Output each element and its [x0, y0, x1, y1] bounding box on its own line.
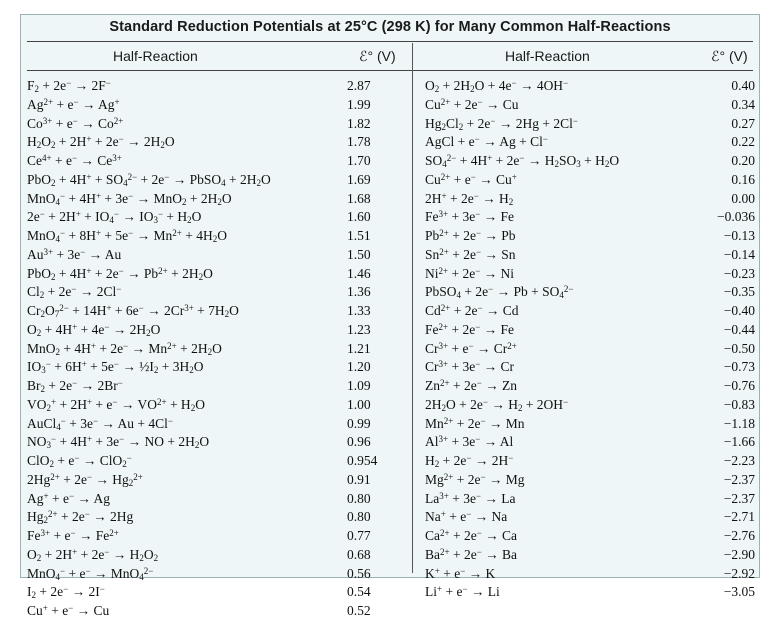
half-reaction: $Pb^{2+} + 2e^- \to Pb$ — [425, 228, 516, 243]
table-row — [425, 302, 755, 321]
reduction-potential: 1.51 — [347, 228, 371, 243]
reduction-potentials-table — [20, 14, 760, 618]
table-row — [425, 133, 755, 152]
right-half-reaction-header: Half-Reaction — [505, 48, 590, 64]
reduction-potential: 1.09 — [347, 378, 371, 393]
reduction-potential: −0.13 — [723, 228, 755, 243]
header-rule — [27, 70, 753, 71]
left-reaction-list — [27, 77, 407, 621]
reduction-potential: −2.23 — [723, 453, 755, 468]
half-reaction: $Ag^{2+} + e^- \to Ag^+$ — [27, 96, 120, 112]
reduction-potential: 0.99 — [347, 415, 371, 431]
reduction-potential: 1.50 — [347, 246, 371, 262]
table-row — [27, 115, 407, 134]
reduction-potential: −0.50 — [723, 340, 755, 356]
table-row — [425, 246, 755, 265]
table-row — [425, 265, 755, 284]
reduction-potential: −0.35 — [723, 284, 755, 300]
table-row — [425, 227, 755, 246]
reduction-potential: −0.036 — [717, 209, 755, 225]
left-potential-header: ℰ° (V) — [359, 48, 396, 64]
half-reaction: $Fe^{2+} + 2e^- \to Fe$ — [425, 321, 515, 337]
reduction-potential: −2.76 — [723, 528, 755, 543]
right-reaction-list — [425, 77, 755, 602]
table-row — [27, 265, 407, 284]
half-reaction: $Mn^{2+} + 2e^- \to Mn$ — [425, 415, 525, 431]
reduction-potential: 1.70 — [347, 153, 371, 168]
half-reaction: $Hg_2^{2+} + 2e^- \to 2Hg$ — [27, 509, 134, 526]
reduction-potential: −0.14 — [723, 246, 755, 262]
reduction-potential: −0.83 — [723, 396, 755, 412]
half-reaction: $PbO_2 + 4H^+ + 2e^- \to Pb^{2+} + 2H_2O$ — [27, 265, 213, 282]
half-reaction: $2H^+ + 2e^- \to H_2$ — [425, 190, 514, 207]
reduction-potential: 0.80 — [347, 509, 371, 525]
table-row — [27, 433, 407, 452]
table-row — [27, 508, 407, 527]
table-row — [425, 171, 755, 190]
table-row — [27, 527, 407, 546]
table-row — [27, 452, 407, 471]
half-reaction: Li+ + e− → Li — [425, 584, 500, 600]
table-row — [27, 546, 407, 565]
reduction-potential: 2.87 — [347, 78, 371, 93]
reduction-potential: 1.21 — [347, 340, 371, 356]
table-title: Standard Reduction Potentials at 25°C (298 K) for Many Common Half-Reactions — [109, 19, 671, 35]
reduction-potential: 1.36 — [347, 284, 371, 300]
table-row — [425, 508, 755, 527]
half-reaction: PbSO$_4$ + $2e^- \to Pb + SO_4^{2-}$ — [425, 284, 574, 301]
reduction-potential: 0.52 — [347, 603, 371, 618]
half-reaction: $Cu^{2+} + 2e^- \to Cu$ — [425, 96, 519, 112]
table-row — [425, 321, 755, 340]
half-reaction: $PbO_2 + 4H^+ + SO_4^{2-} + 2e^-$ → PbSO$_4$ + $2H_2O$ — [27, 171, 271, 188]
half-reaction: $2e^- + 2H^+ + IO_4^- \to IO_3^- + H_2O$ — [27, 209, 202, 226]
column-divider — [412, 43, 413, 573]
table-row — [425, 152, 755, 171]
half-reaction: $MnO_4^- + 8H^+ + 5e^- \to Mn^{2+} + 4H_2O$ — [27, 228, 227, 244]
half-reaction: ClO$_2$ + e− → ClO$_2$− — [27, 453, 132, 469]
reduction-potential: 1.60 — [347, 209, 371, 225]
reduction-potential: 1.33 — [347, 303, 371, 318]
reduction-potential: 1.69 — [347, 171, 371, 187]
reduction-potential: −1.66 — [723, 434, 755, 450]
table-row — [425, 415, 755, 434]
half-reaction: K+ + e− → K — [425, 565, 496, 581]
reduction-potential: 1.68 — [347, 190, 371, 206]
table-row — [425, 527, 755, 546]
reduction-potential: −1.18 — [723, 415, 755, 431]
half-reaction: $2H_2O + 2e^- \to H_2 + 2OH^-$ — [425, 396, 569, 413]
reduction-potential: 0.16 — [731, 171, 755, 187]
table-row — [27, 77, 407, 96]
top-rule — [27, 41, 753, 42]
table-row — [27, 602, 407, 621]
table-row — [425, 283, 755, 302]
half-reaction: $Al^{3+} + 3e^- \to Al$ — [425, 434, 514, 450]
half-reaction: $Cr^{3+} + 3e^- \to Cr$ — [425, 359, 515, 375]
reduction-potential: 1.20 — [347, 359, 371, 375]
table-row — [27, 208, 407, 227]
table-row — [425, 490, 755, 509]
table-row — [425, 190, 755, 209]
reduction-potential: 0.00 — [731, 190, 755, 206]
table-row — [425, 471, 755, 490]
table-row — [27, 283, 407, 302]
half-reaction: $Hg_2Cl_2 + 2e^- \to 2Hg + 2Cl^-$ — [425, 115, 578, 132]
half-reaction: $Mg^{2+} + 2e^- \to Mg$ — [425, 471, 525, 487]
half-reaction: $F_2 + 2e^- \to 2F^-$ — [27, 78, 111, 94]
half-reaction: $Ba^{2+} + 2e^- \to Ba$ — [425, 546, 518, 562]
half-reaction: $Cr^{3+} + e^- \to Cr^{2+}$ — [425, 340, 517, 356]
half-reaction: MnO$_4$− + e− → MnO$_4^{2-}$ — [27, 565, 154, 582]
half-reaction: $H_2O_2 + 2H^+ + 2e^- \to 2H_2O$ — [27, 134, 175, 151]
reduction-potential: −0.76 — [723, 378, 755, 393]
half-reaction: $Ce^{4+} + e^- \to Ce^{3+}$ — [27, 153, 122, 168]
table-row — [27, 340, 407, 359]
table-row — [425, 377, 755, 396]
reduction-potential: 0.91 — [347, 471, 371, 487]
half-reaction: $La^{3+} + 3e^- \to La$ — [425, 490, 516, 506]
table-row — [425, 565, 755, 584]
reduction-potential: 0.56 — [347, 565, 371, 581]
half-reaction: $Cu^{2+} + e^- \to Cu^+$ — [425, 171, 517, 187]
half-reaction: $Sn^{2+} + 2e^- \to Sn$ — [425, 246, 516, 262]
half-reaction: $VO_2^+ + 2H^+ + e^- \to VO^{2+} + H_2O$ — [27, 396, 205, 413]
table-row — [425, 340, 755, 359]
reduction-potential: −2.37 — [723, 471, 755, 487]
half-reaction: $MnO_2 + 4H^+ + 2e^- \to Mn^{2+} + 2H_2O$ — [27, 340, 222, 357]
reduction-potential: 0.54 — [347, 584, 371, 600]
reduction-potential: 1.82 — [347, 115, 371, 131]
half-reaction: $Cd^{2+} + 2e^- \to Cd$ — [425, 303, 519, 318]
half-reaction: $IO_3^- + 6H^+ + 5e^-$ → $\frac{1}{2}I_2 + 3H_2O$ — [27, 359, 204, 376]
reduction-potential: 0.954 — [347, 453, 378, 468]
reduction-potential: 0.96 — [347, 434, 371, 450]
half-reaction: $O_2 + 2H^+ + 2e^- \to H_2O_2$ — [27, 546, 159, 563]
table-row — [27, 171, 407, 190]
half-reaction: $O_2 + 4H^+ + 4e^- \to 2H_2O$ — [27, 321, 161, 338]
reduction-potential: 0.40 — [731, 78, 755, 93]
reduction-potential: −0.23 — [723, 265, 755, 281]
reduction-potential: −2.71 — [723, 509, 755, 525]
half-reaction: AgCl + e− → Ag + Cl− — [425, 134, 548, 150]
half-reaction: Na+ + e− → Na — [425, 509, 508, 525]
half-reaction: $Br_2 + 2e^- \to 2Br^-$ — [27, 378, 123, 394]
table-row — [27, 152, 407, 171]
reduction-potential: 0.20 — [731, 153, 755, 168]
table-row — [27, 302, 407, 321]
table-row — [27, 246, 407, 265]
half-reaction: $NO_3^- + 4H^+ + 3e^-$ → NO + $2H_2O$ — [27, 434, 210, 451]
half-reaction: $MnO_4^- + 4H^+ + 3e^- \to MnO_2 + 2H_2O$ — [27, 190, 232, 207]
reduction-potential: 1.78 — [347, 134, 371, 150]
table-row — [425, 546, 755, 565]
half-reaction: Cu+ + e− → Cu — [27, 603, 110, 618]
reduction-potential: 0.77 — [347, 528, 371, 543]
half-reaction: $Ni^{2+} + 2e^- \to Ni$ — [425, 265, 515, 281]
table-row — [425, 115, 755, 134]
left-half-reaction-header: Half-Reaction — [113, 48, 198, 64]
table-row — [27, 227, 407, 246]
table-row — [27, 471, 407, 490]
reduction-potential: 0.34 — [731, 96, 755, 112]
half-reaction: $Fe^{3+} + 3e^- \to Fe$ — [425, 209, 515, 225]
reduction-potential: 1.99 — [347, 96, 371, 112]
half-reaction: $H_2 + 2e^- \to 2H^-$ — [425, 453, 514, 469]
table-row — [425, 433, 755, 452]
reduction-potential: −0.40 — [723, 303, 755, 318]
reduction-potential: −0.73 — [723, 359, 755, 375]
reduction-potential: −0.44 — [723, 321, 755, 337]
reduction-potential: 0.80 — [347, 490, 371, 506]
table-row — [425, 208, 755, 227]
table-row — [425, 358, 755, 377]
table-row — [27, 96, 407, 115]
table-row — [27, 490, 407, 509]
table-row — [27, 396, 407, 415]
reduction-potential: −3.05 — [723, 584, 755, 600]
table-row — [425, 583, 755, 602]
right-potential-header: ℰ° (V) — [711, 48, 748, 64]
half-reaction: $Cr_2O_7^{2-} + 14H^+ + 6e^- \to 2Cr^{3+} + 7H_2O$ — [27, 303, 239, 319]
half-reaction: $Cl_2 + 2e^- \to 2Cl^-$ — [27, 284, 122, 301]
half-reaction: $O_2 + 2H_2O + 4e^- \to 4OH^-$ — [425, 78, 569, 94]
table-row — [425, 452, 755, 471]
half-reaction: $Au^{3+} + 3e^- \to Au$ — [27, 246, 122, 262]
reduction-potential: 0.22 — [731, 134, 755, 150]
table-row — [425, 77, 755, 96]
table-row — [27, 583, 407, 602]
half-reaction: $Ca^{2+} + 2e^- \to Ca$ — [425, 528, 518, 543]
table-row — [27, 321, 407, 340]
half-reaction: $Zn^{2+} + 2e^- \to Zn$ — [425, 378, 518, 393]
table-row — [27, 133, 407, 152]
reduction-potential: −2.92 — [723, 565, 755, 581]
reduction-potential: −2.37 — [723, 490, 755, 506]
reduction-potential: 0.68 — [347, 546, 371, 562]
table-row — [27, 190, 407, 209]
reduction-potential: −2.90 — [723, 546, 755, 562]
reduction-potential: 1.00 — [347, 396, 371, 412]
reduction-potential: 1.23 — [347, 321, 371, 337]
half-reaction: $2Hg^{2+} + 2e^- \to Hg_2^{2+}$ — [27, 471, 143, 488]
table-row — [27, 415, 407, 434]
half-reaction: $I_2 + 2e^- \to 2I^-$ — [27, 584, 105, 601]
table-row — [27, 565, 407, 584]
table-row — [27, 377, 407, 396]
half-reaction: $Co^{3+} + e^- \to Co^{2+}$ — [27, 115, 124, 131]
reduction-potential: 1.46 — [347, 265, 371, 281]
table-row — [425, 396, 755, 415]
half-reaction: $SO_4^{2-} + 4H^+ + 2e^- \to H_2SO_3 + H_2O$ — [425, 153, 620, 169]
reduction-potential: 0.27 — [731, 115, 755, 131]
table-row — [27, 358, 407, 377]
half-reaction: $Fe^{3+} + e^- \to Fe^{2+}$ — [27, 528, 119, 543]
table-row — [425, 96, 755, 115]
half-reaction: AuCl$_4$− + 3e− → Au + 4Cl− — [27, 415, 173, 432]
half-reaction: Ag+ + e− → Ag — [27, 490, 111, 506]
